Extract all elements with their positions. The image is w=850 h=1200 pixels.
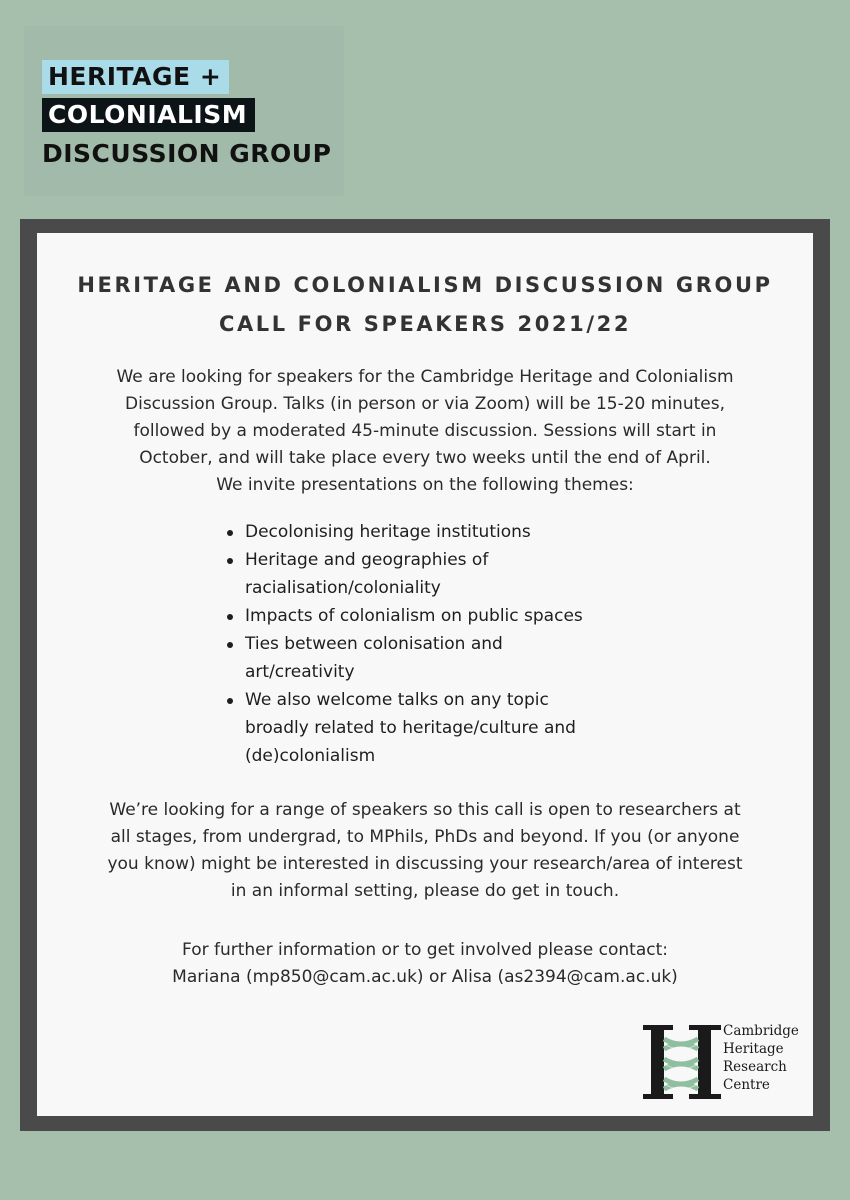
- contact-paragraph: For further information or to get involved please contact: Mariana (mp850@cam.ac.uk) or Alisa (as2394@cam.ac.uk): [172, 940, 678, 987]
- theme-item: [225, 518, 655, 546]
- theme-text: Decolonising heritage institutions: [245, 522, 531, 542]
- theme-text: Heritage and geographies of racialisation/coloniality: [245, 550, 489, 598]
- crc-line-research: Research: [723, 1059, 787, 1075]
- bullet-icon: [227, 614, 233, 620]
- bullet-icon: [227, 530, 233, 536]
- bullet-icon: [227, 698, 233, 704]
- poster-subtitle: CALL FOR SPEAKERS 2021/22: [218, 312, 632, 336]
- crc-line-heritage: Heritage: [723, 1041, 784, 1057]
- logo-line-heritage: HERITAGE +: [42, 60, 229, 94]
- crc-line-cambridge: Cambridge: [723, 1023, 799, 1039]
- poster-title: HERITAGE AND COLONIALISM DISCUSSION GROUP: [77, 273, 773, 297]
- theme-text: Ties between colonisation and art/creativity: [245, 634, 503, 682]
- bullet-icon: [227, 642, 233, 648]
- intro-paragraph: We are looking for speakers for the Cambridge Heritage and Colonialism Discussion Group. Talks (in person or via Zoom) will be 15-20 minutes, followed by a moderated 45-minute discussion. Sessions will start in October, and will take place every two weeks until the end of April. We invite presentations on the following themes:: [116, 367, 734, 495]
- theme-text: Impacts of colonialism on public spaces: [245, 606, 583, 626]
- theme-item: [225, 630, 655, 686]
- crc-line-centre: Centre: [723, 1077, 770, 1093]
- theme-text: We also welcome talks on any topic broadly related to heritage/culture and (de)colonialism: [245, 690, 576, 766]
- crc-logo: [643, 1022, 813, 1102]
- group-logo: [24, 26, 344, 196]
- logo-line-discussion-group: DISCUSSION GROUP: [42, 139, 332, 168]
- theme-item: [225, 546, 655, 602]
- crc-h-monogram-icon: [643, 1025, 721, 1099]
- logo-line-colonialism: COLONIALISM: [42, 98, 255, 132]
- poster-panel: [37, 233, 813, 1116]
- crc-logo-text: [723, 1022, 799, 1094]
- theme-item: [225, 602, 655, 630]
- theme-item: [225, 686, 655, 770]
- themes-list: [225, 518, 655, 770]
- speakers-paragraph: We’re looking for a range of speakers so this call is open to researchers at all stages, from undergrad, to MPhils, PhDs and beyond. If you (or anyone you know) might be interested in discussing your research/area of interest in an informal setting, please do get in touch.: [107, 800, 743, 901]
- bullet-icon: [227, 558, 233, 564]
